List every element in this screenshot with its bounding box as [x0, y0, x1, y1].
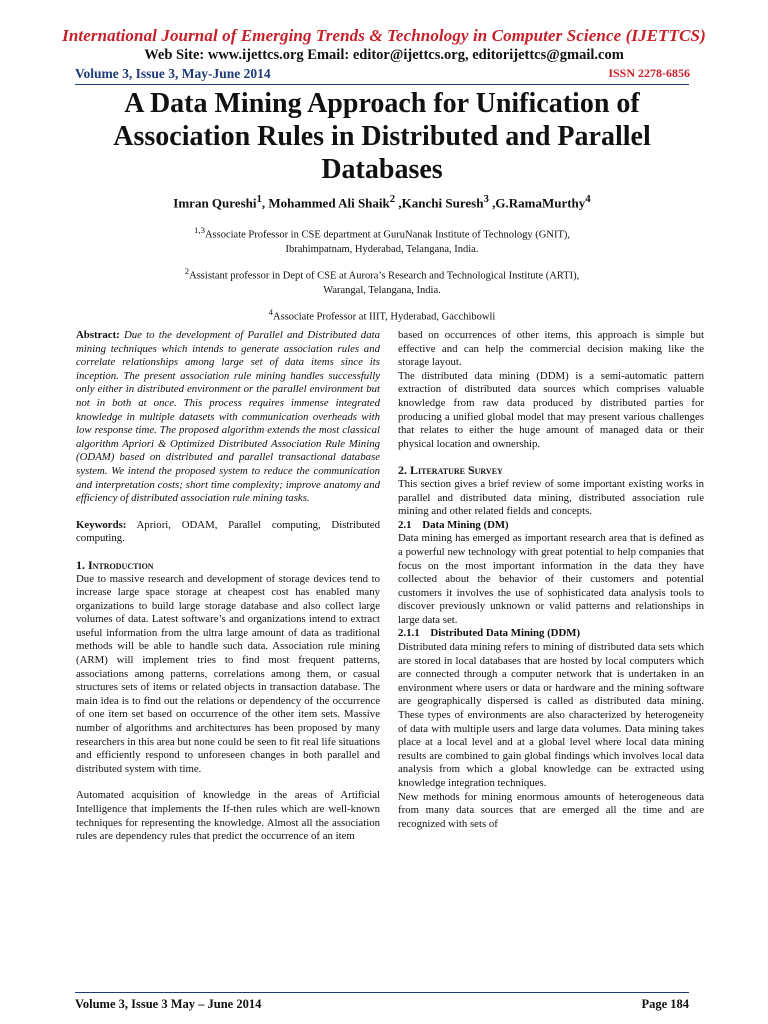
body-paragraph: Data mining has emerged as important research area that is defined as a powerful new technology with great potential to help companies that focus on the most important information in the data they have collected about the behavior of their customers and potential customers it involves the use of sophisticated data analysis tools to discover previously unknown or valid patterns and relationships in large data set.	[398, 532, 704, 626]
page-number: Page 184	[641, 997, 689, 1011]
footer-rule	[75, 992, 689, 993]
author-name: Imran Qureshi	[173, 195, 257, 211]
author-sup: 4	[585, 193, 591, 205]
page-footer	[75, 997, 689, 1012]
abstract-text: Due to the development of Parallel and Distributed data mining techniques which intends to generate association rules and correlate relationships among large set of data items since its inception. The present association rule mining handles successfully only either in distributed environment or the parallel environment but not in both at once. This process requires immense integrated knowledge in multiple datasets with communication overheads with low response time. The proposed algorithm extends the most classical algorithm Apriori & Optimized Distributed Association Rule Mining (ODAM) based on distributed and parallel transactional database system. We intend the proposed system to reduce the communication and interpretation costs; short time complexity; improve anatomy and efficiency of distributed association rule mining tasks.	[76, 329, 380, 505]
affiliation-line: Ibrahimpatnam, Hyderabad, Telangana, India.	[285, 243, 479, 255]
journal-website: Web Site: www.ijettcs.org Email: editor@ijettcs.org, editorijettcs@gmail.com	[144, 47, 624, 63]
volume-info: Volume 3, Issue 3, May-June 2014	[75, 66, 271, 81]
affiliation	[75, 264, 689, 298]
author-sup: 3	[483, 193, 489, 205]
subsection-heading-distributed-data-mining: 2.1.1 Distributed Data Mining (DDM)	[398, 627, 581, 640]
section-heading-literature-survey	[398, 464, 704, 478]
intro-paragraph: Due to massive research and development of storage devices tend to increase large space storage at cheapest cost has enabled many organizations to build large storage database and also collect large volumes of data. Latest software’s and organizations intend to extract useful information from the ultra large amount of data as traditional methods will be able to handle such data. Association rule mining (ARM) will implement tries to find most frequent patterns, associations among patterns, correlations among them, or casual structures sets of items or related objects in transaction database. The main idea is to find out the relations or dependency of the occurrence of one item set based on occurrence of the other item sets. Massive number of algorithms and architectures has been proposed by many researchers in this area but none could be seen to fit real life situations and efficiently respond to unforeseen changes in both parallel and distributed system with time.	[76, 572, 380, 775]
paper-title	[75, 87, 689, 186]
affiliation-line: Associate Professor in CSE department at GuruNanak Institute of Technology (GNIT),	[204, 229, 570, 241]
author-name: ,Kanchi Suresh	[395, 195, 484, 211]
affiliation-sup: 1,3	[194, 225, 205, 235]
title-line: Databases	[321, 154, 443, 185]
title-line: A Data Mining Approach for Unification of	[124, 88, 640, 119]
title-line: Association Rules in Distributed and Parallel	[113, 121, 651, 152]
body-paragraph: The distributed data mining (DDM) is a semi-automatic pattern extraction of distributed data sources which comprises valuable knowledge from raw data produced by distributed parties for producing a unified global model that may present various challenges that relates to either the huge amount of managed data or their physical location and ownership.	[398, 369, 704, 450]
abstract-label: Abstract:	[76, 329, 120, 341]
author-sup: 1	[256, 193, 262, 205]
left-column	[76, 329, 380, 844]
author-name: ,G.RamaMurthy	[488, 195, 586, 211]
body-paragraph: Distributed data mining refers to mining of distributed data sets which are stored in local databases that are hosted by local computers which are connected through a computer network that is undertaken in an environment where users or data or hardware and the mining software are geographically dispersed is called as distributed data mining. These types of environments are also characterized by heterogeneity of data with multiple users and large data volumes. Data mining takes place at a local level and at a global level where local data mining results are combined to gain global findings which involves local data analysis from which a global knowledge can be extracted using knowledge integration techniques.	[398, 641, 704, 789]
volume-row	[75, 66, 690, 82]
keywords	[76, 519, 380, 546]
affiliation-line: Assistant professor in Dept of CSE at Aurora’s Research and Technological Institute (ARTI),	[189, 270, 580, 282]
affiliation-line: Associate Professor at IIIT, Hyderabad, Gacchibowli	[273, 311, 496, 323]
affiliation	[75, 223, 689, 257]
affiliation-line: Warangal, Telangana, India.	[323, 284, 441, 296]
section-title: Introduction	[88, 557, 154, 572]
section-heading-introduction	[76, 559, 380, 573]
affiliation-sup: 4	[268, 307, 274, 317]
section-title: Literature Survey	[410, 463, 503, 478]
author-sup: 2	[389, 193, 396, 205]
affiliation-sup: 2	[184, 266, 190, 276]
journal-name: International Journal of Emerging Trends & Technology in Computer Science (IJETTCS)	[62, 26, 706, 45]
header-rule	[75, 84, 689, 85]
section-number: 2.	[398, 463, 410, 478]
body-paragraph: based on occurrences of other items, this approach is simple but effective and can help the commercial decision making like the storage layout.	[398, 329, 704, 369]
section-number: 1.	[76, 557, 88, 572]
author-name: , Mohammed Ali Shaik	[261, 195, 390, 211]
keywords-text: Apriori, ODAM, Parallel computing, Distributed computing.	[76, 518, 380, 545]
body-paragraph: New methods for mining enormous amounts of heterogeneous data from many data sources that are emerged all the time and are recognized with sets of	[398, 790, 704, 830]
right-column	[398, 329, 704, 831]
affiliation	[75, 305, 689, 325]
subsection-heading-data-mining: 2.1 Data Mining (DM)	[398, 518, 509, 531]
footer-volume: Volume 3, Issue 3 May – June 2014	[75, 997, 262, 1011]
keywords-label: Keywords:	[76, 518, 127, 531]
body-paragraph: This section gives a brief review of some important existing works in parallel and distributed data mining, distributed association rule mining and other related fields and concepts.	[398, 477, 704, 518]
issn: ISSN 2278-6856	[608, 66, 690, 80]
author-list	[75, 193, 689, 211]
abstract	[76, 329, 380, 506]
intro-paragraph: Automated acquisition of knowledge in the areas of Artificial Intelligence that implements the If-then rules which are well-known techniques for representing the knowledge. Almost all the association rules are dependency rules that predict the occurrence of an item	[76, 789, 380, 843]
